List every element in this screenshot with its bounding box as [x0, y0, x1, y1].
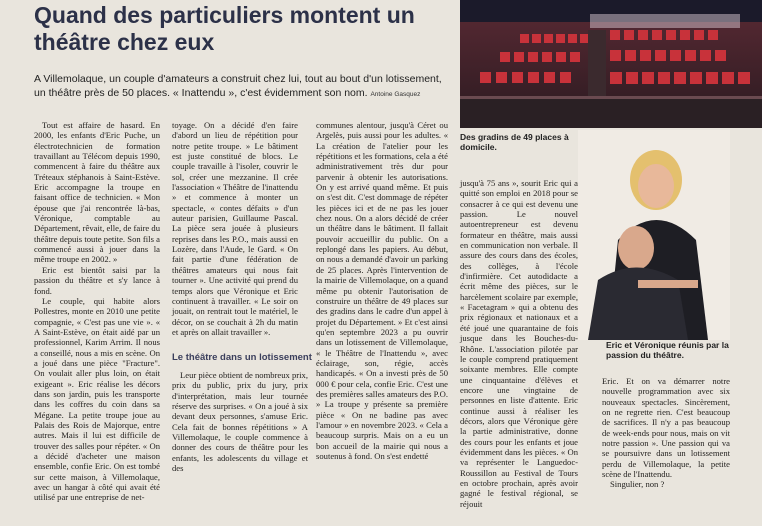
- paragraph: Eric est bientôt saisi par la passion du théâtre et s'y lance à fond.: [34, 264, 160, 296]
- paragraph: Eric. Et on va démarrer notre nouvelle programmation avec six nouveaux spectacles. Sincèrement, on ne regrette rien. C'est beaucoup de sacrifices. Il n'y a pas beaucoup de week-ends pour nous, mais on vit notre passion ». Une passion qui va se poursuivre dans un lotissement perdu de Villemolaque, la petite scène de l'Inattendu.: [602, 376, 730, 480]
- paragraph: jusqu'à 75 ans », sourit Eric qui a quitté son emploi en 2018 pour se consacrer à ce qui est devenu une passion. Le nouvel autoentrepreneur est devenu formateur en théâtre, mais aussi en communication non verbale. Il assure des cours dans des écoles, des collèges, à l'école d'infirmière. Cet autodidacte a écrit même des pièces, sur le harcèlement scolaire par exemple, « Facetagram » qui a obtenu des prix régionaux et nationaux et a été joué une quarantaine de fois jusque dans les Bouches-du-Rhône. L'association pilotée par le couple comprend pratiquement soixante membres. Elle compte une cinquantaine d'élèves et encore une vingtaine de personnes en liste d'attente. Eric continue aussi à réaliser les décors, alors que Véronique gère la partie administrative, donne des cours pour les enfants et joue évidemment dans les pièces. « On va représenter le Languedoc-Roussillon au Festival de Tours en octobre prochain, après avoir gagné le festival régional, se réjouit: [460, 178, 578, 509]
- article-column-2-lower: [172, 370, 308, 473]
- theater-seats-photo: [460, 0, 762, 128]
- headline: Quand des particuliers montent un théâtre chez eux: [34, 2, 415, 55]
- paragraph: Singulier, non ?: [610, 479, 665, 490]
- paragraph: Leur pièce obtient de nombreux prix, prix du public, prix du jury, prix d'interprétation, mais leur tournée réserve des surprises. « On a joué à six devant deux personnes, s'amuse Eric. Cela fait de bonnes répétitions » A Villemolaque, le couple commence à donner des cours de théâtre pour les enfants, les adolescents du village et des: [172, 370, 308, 474]
- article-column-5: [602, 376, 730, 490]
- chapo-text: A Villemolaque, un couple d'amateurs a construit chez lui, tout au bout d'un lotissement, un théâtre près de 50 places. « Inattendu », c'est évidemment son nom.: [34, 73, 442, 99]
- chapo: [34, 72, 454, 102]
- couple-photo: [578, 130, 730, 340]
- paragraph: Tout est affaire de hasard. En 2000, les enfants d'Eric Puche, un électrotechnicien de formation travaillant au Télécom depuis 1990, commencent à faire du théâtre aux Tréteaux stéphanois à Saint-Estève. Eric accompagne la troupe en faisant office de technicien. « Mon épouse que j'ai rencontrée là-bas, Véronique, comptable au Département, rêvait, elle, de faire du théâtre depuis toute petite. Son fils a commencé aussi à jouer dans la même troupe en 2002. »: [34, 120, 160, 265]
- paragraph: toyage. On a décidé d'en faire d'abord un lieu de répétition pour notre petite troupe. » Le bâtiment est juste constitué de blocs. Le couple travaille à l'isoler, couvrir le sol, créer une mezzanine. Il crée l'association « Théâtre de l'inattendu » et commence à monter un spectacle, « contes défaits » d'un auteur parisien, Guillaume Pascal. La pièce sera jouée à plusieurs reprises dans les P.O., mais aussi en Lozère, dans l'Aude, le Gard. « On fait partie d'une fédération de théâtres amateurs qui nous fait tourner ». Une activité qui prend du temps alors que Véronique et Eric continuent à travailler. « Le soir on jouait, on rentrait tout le matériel, le décor, on se couchait à 2h du matin et après on allait travailler ».: [172, 120, 298, 337]
- byline: Antoine Gasquez: [370, 91, 421, 98]
- photo-caption-seats: Des gradins de 49 places à domicile.: [460, 132, 569, 152]
- article-column-3: [316, 120, 448, 461]
- article-column-1: [34, 120, 160, 503]
- paragraph: communes alentour, jusqu'à Céret ou Argelès, puis aussi pour les adultes. « La création de l'atelier pour les répétitions et les formations, cela a été administrativement très dur pour parvenir à obtenir les autorisations. On y est arrivé quand même. Et puis on s'est dit. C'est dommage de répéter les pièces ici et de ne pas les jouer chez nous. On a alors décidé de créer un théâtre dans le bâtiment. Il fallait pouvoir accueillir du public. On a replongé dans les papiers. Au début, on nous a demandé d'avoir un parking de 25 places. Après l'intervention de la mairie de Villemolaque, on a quand même pu obtenir l'autorisation de construire un théâtre de 49 places sur des gradins dans le cadre d'un appel à projet du Département. » Et c'est ainsi qu'en septembre 2023 a pu ouvrir dans un lotissement de Villemolaque, « le Théâtre de l'Inattendu », avec éclairage, son, régie, accès handicapés. « On a investi près de 50 000 € pour cela, confie Eric. C'est une des premières salles amateurs des P.O. » La troupe y présente sa première pièce « On ne badine pas avec l'amour » en novembre 2023. « Cela a beaucoup surpris. Mais on a eu un bon accueil de la mairie qui nous a soutenus à fond. On s'est endetté: [316, 120, 448, 461]
- article-column-4: [460, 178, 578, 509]
- photo-caption-couple: Eric et Véronique réunis par la passion du théâtre.: [606, 340, 729, 360]
- subhead: Le théâtre dans un lotissement: [172, 352, 312, 363]
- paragraph: Le couple, qui habite alors Pollestres, monte en 2010 une petite compagnie, « C'est pas une vie ». « A Saint-Estève, on était aidé par un professionnel, Karim Arrim. Il nous a conseillé, nous a mis en scène. On a joué dans une pièce "Fracture". On voulait aller plus loin, on était exigeant ». Eric réalise les décors dans son jardin, puis les transporte dans les coffres du coin dans sa Mégane. La petite troupe joue au Palais des Rois de Majorque, entre autres. Mais il lui est difficile de trouver des salles pour répéter. « On a décidé d'acheter une maison ensemble, confie Eric. On est tombé sur cette maison, à Villemolaque, avec un hangar à côté qui avait été utilisé par une entreprise de net-: [34, 295, 160, 503]
- article-column-2: [172, 120, 298, 337]
